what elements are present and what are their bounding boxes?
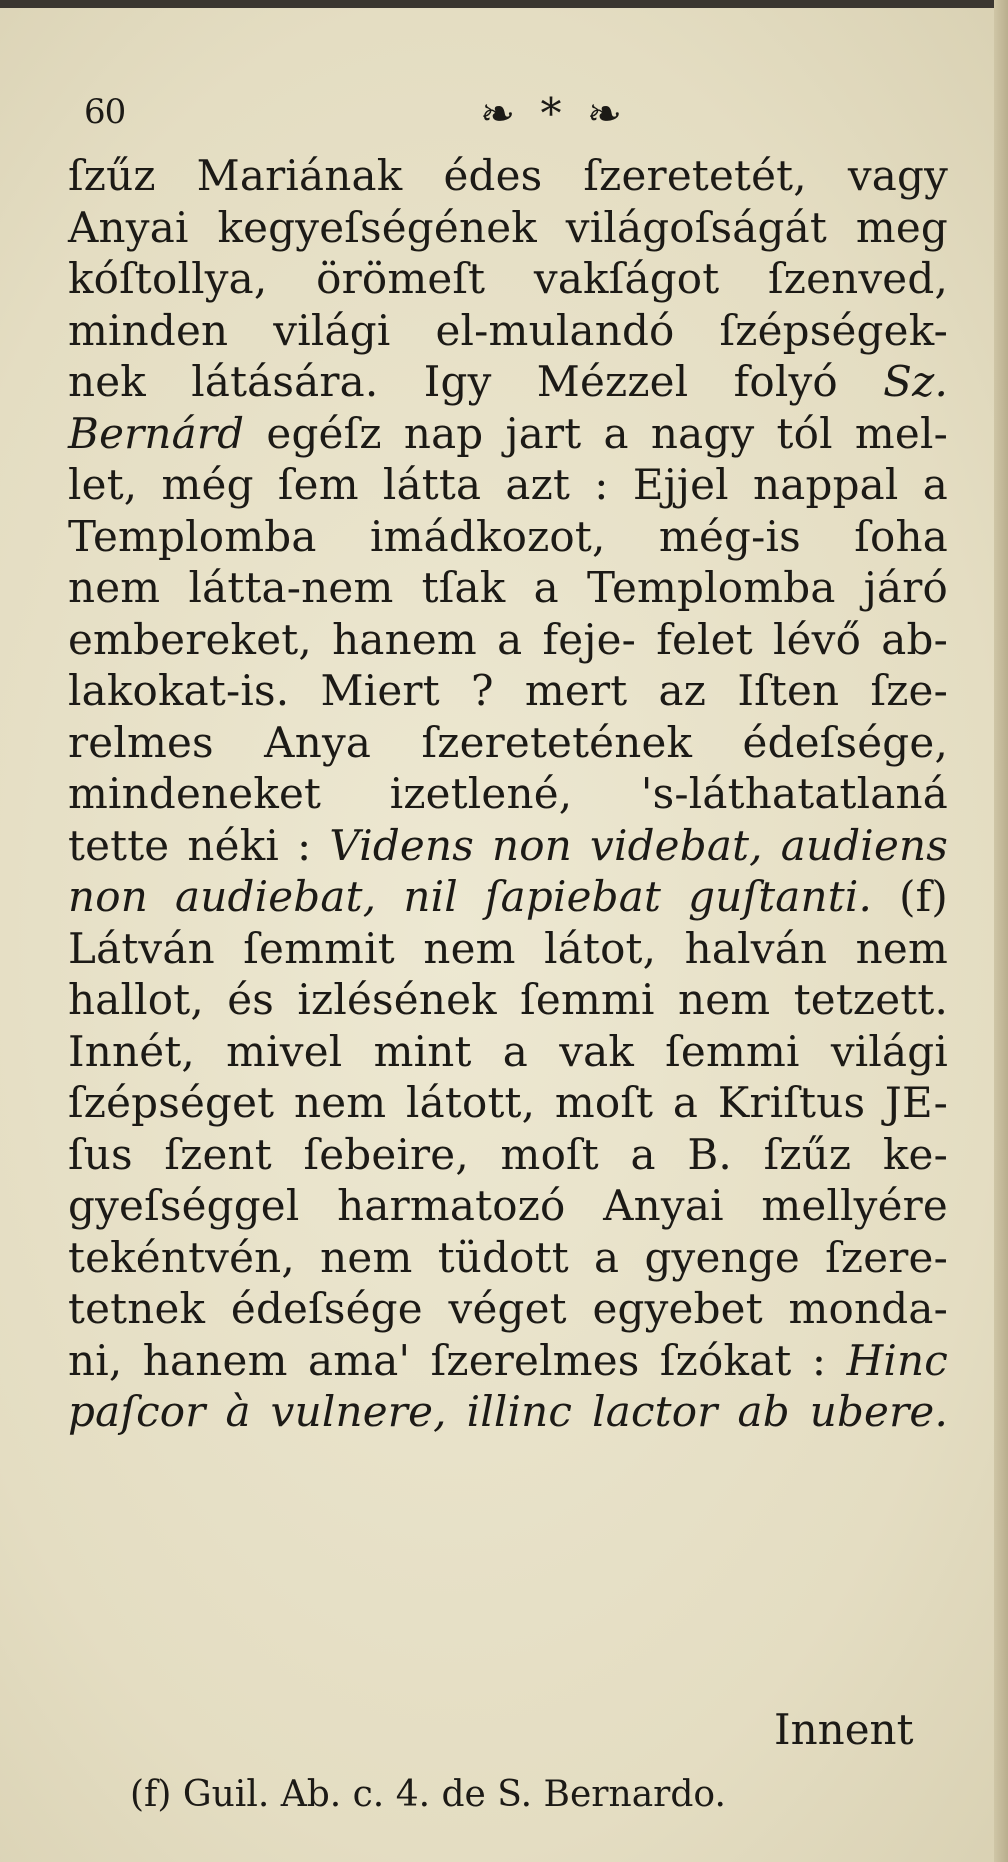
line-text: hallot, és izlésének ſemmi nem tetzett. [68,975,948,1024]
top-edge-rule [0,0,1008,8]
line-text: nem látta-nem tſak a Templomba járó [68,563,948,612]
line-text: kóſtollya, örömeſt vakſágot ſzenved, [68,254,948,303]
text-line [68,1077,948,1129]
text-line [68,305,948,357]
line-text: Látván ſemmit nem látot, halván nem [68,923,948,973]
line-text: (f) [872,872,949,921]
page-number: 60 [84,92,126,132]
page-edge-shadow [994,0,1008,1862]
line-text: tekéntvén, nem tüdott a gyenge ſzere- [68,1232,948,1282]
line-text: mindeneket izetlené, 's-láthatatlaná [68,769,948,818]
text-line [68,1386,948,1438]
text-line [68,871,948,923]
catchword: Innent [774,1705,914,1754]
text-line [68,1180,948,1232]
text-line [68,253,948,305]
text-line [68,1129,948,1181]
line-text: nek látására. Igy Mézzel folyó [68,357,884,406]
line-text: relmes Anya ſzeretetének édeſsége, [68,717,948,767]
text-line [68,717,948,769]
text-line [68,202,948,254]
text-line [68,974,948,1026]
line-text: minden világi el-mulandó ſzépségek- [68,305,948,355]
line-text: ſus ſzent ſebeire, moſt a B. ſzűz ke- [68,1129,948,1179]
footnote: (f) Guil. Ab. c. 4. de S. Bernardo. [130,1774,726,1815]
text-line [68,408,948,460]
text-line [68,511,948,563]
line-text: tette néki : [68,820,330,870]
line-text: ſzépséget nem látott, moſt a Kriſtus JE- [68,1078,948,1127]
text-line [68,923,948,975]
line-text: ſzűz Mariának édes ſzeretetét, vagy [68,151,948,200]
text-line [68,1026,948,1078]
line-text: egéſz nap jart a nagy tól mel- [244,408,948,458]
line-text: let, még ſem látta azt : Ejjel nappal a [68,460,948,509]
header-ornament-icon: ❧ * ❧ [479,89,629,138]
text-line [68,820,948,872]
text-line [68,1232,948,1284]
text-line [68,768,948,820]
text-line [68,356,948,408]
line-text: Innét, mivel mint a vak ſemmi világi [68,1026,948,1076]
latin-italic-text: non audiebat, nil ſapiebat guſtanti. [68,872,873,921]
line-text: Templomba imádkozot, még-is ſoha [68,511,948,561]
text-line [68,150,948,202]
latin-italic-text: Videns non videbat, audiens [329,820,948,870]
line-text: embereket, hanem a feje- felet lévő ab- [68,614,948,664]
latin-italic-text: paſcor à vulnere, illinc lactor ab ubere. [68,1387,948,1436]
line-text: lakokat-is. Miert ? mert az Iſten ſze- [68,666,948,715]
text-line [68,1335,948,1387]
text-line [68,614,948,666]
line-text: Anyai kegyeſségének világoſságát meg [68,202,948,252]
text-line [68,665,948,717]
running-head [84,86,884,146]
line-text: gyeſséggel harmatozó Anyai mellyére [68,1181,948,1230]
latin-italic-text: Sz. [883,357,948,406]
line-text: tetnek édeſsége véget egyebet monda- [68,1284,948,1333]
line-text: ni, hanem ama' ſzerelmes ſzókat : [68,1335,847,1385]
latin-italic-text: Hinc [846,1335,948,1385]
text-line [68,1283,948,1335]
body-text [68,150,948,1438]
text-line [68,562,948,614]
text-line [68,459,948,511]
latin-italic-text: Bernárd [68,408,245,458]
